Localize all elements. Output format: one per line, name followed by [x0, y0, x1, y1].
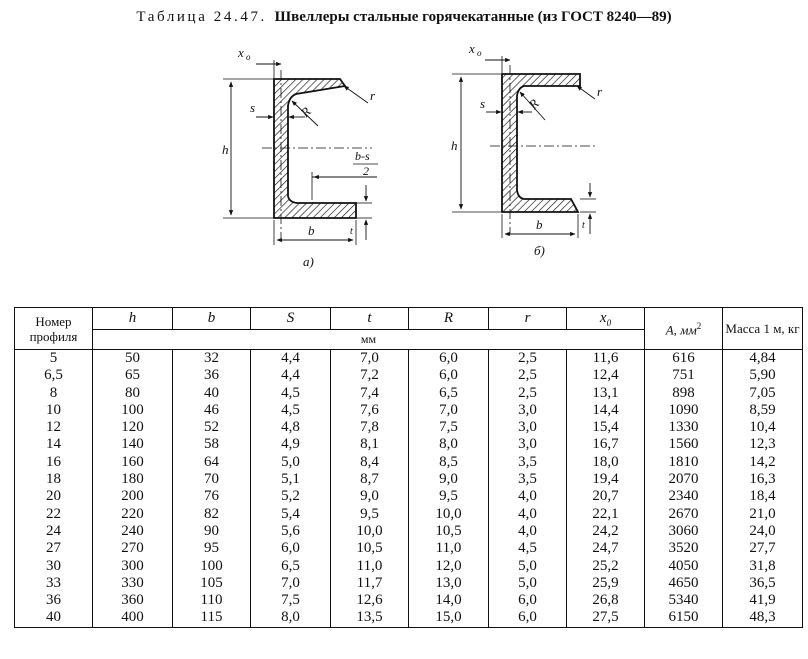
table-cell: 240: [93, 523, 173, 540]
table-cell: 3520: [645, 540, 723, 557]
table-cell: 12,6: [331, 592, 409, 609]
table-cell: 100: [93, 402, 173, 419]
label-x0-a: x: [238, 45, 244, 60]
table-cell: 95: [173, 540, 251, 557]
table-row: [15, 592, 803, 609]
table-cell: 7,8: [331, 419, 409, 436]
table-cell: 4,4: [251, 350, 331, 368]
table-cell: 6,0: [489, 609, 567, 627]
table-cell: 3,0: [489, 436, 567, 453]
table-cell: 8,59: [723, 402, 803, 419]
label-bs-bottom-a: 2: [363, 164, 369, 178]
table-cell: 220: [93, 506, 173, 523]
table-row: [15, 454, 803, 471]
table-cell: 7,0: [331, 350, 409, 368]
table-cell: 15,4: [567, 419, 645, 436]
table-cell: 3,5: [489, 471, 567, 488]
table-cell: 6,0: [489, 592, 567, 609]
table-cell: 10,5: [409, 523, 489, 540]
table-cell: 27: [15, 540, 93, 557]
table-cell: 2340: [645, 488, 723, 505]
table-cell: 5,0: [489, 558, 567, 575]
table-number: Таблица 24.47.: [136, 9, 267, 25]
table-cell: 3,5: [489, 454, 567, 471]
table-cell: 4050: [645, 558, 723, 575]
table-cell: 18,0: [567, 454, 645, 471]
table-cell: 2070: [645, 471, 723, 488]
table-row: [15, 575, 803, 592]
table-cell: 100: [173, 558, 251, 575]
table-cell: 8,0: [251, 609, 331, 627]
channel-profile-drawings: [0, 0, 808, 300]
table-cell: 30: [15, 558, 93, 575]
table-row: [15, 471, 803, 488]
table-cell: 751: [645, 367, 723, 384]
header-unit-mm: мм: [93, 330, 645, 350]
table-cell: 9,5: [409, 488, 489, 505]
label-r-b: r: [597, 84, 603, 99]
table-cell: 8,4: [331, 454, 409, 471]
table-cell: 20,7: [567, 488, 645, 505]
table-cell: 115: [173, 609, 251, 627]
table-cell: 80: [93, 385, 173, 402]
label-x0-sub-b: o: [477, 48, 482, 58]
table-cell: 300: [93, 558, 173, 575]
table-cell: 10,5: [331, 540, 409, 557]
table-cell: 180: [93, 471, 173, 488]
label-R-b: R: [525, 95, 542, 113]
table-cell: 14: [15, 436, 93, 453]
table-cell: 11,7: [331, 575, 409, 592]
table-cell: 7,6: [331, 402, 409, 419]
table-cell: 8: [15, 385, 93, 402]
label-t-a: t: [350, 226, 353, 237]
table-cell: 4,5: [251, 385, 331, 402]
table-cell: 16,7: [567, 436, 645, 453]
table-row: [15, 436, 803, 453]
table-cell: 5,4: [251, 506, 331, 523]
table-row: [15, 506, 803, 523]
table-cell: 4,9: [251, 436, 331, 453]
label-t-b: t: [582, 220, 585, 231]
table-cell: 330: [93, 575, 173, 592]
table-cell: 110: [173, 592, 251, 609]
table-cell: 10,4: [723, 419, 803, 436]
table-cell: 24,7: [567, 540, 645, 557]
table-cell: 12,4: [567, 367, 645, 384]
table-cell: 9,0: [331, 488, 409, 505]
table-cell: 4,0: [489, 523, 567, 540]
table-cell: 3,0: [489, 419, 567, 436]
channel-table: [14, 307, 803, 628]
table-cell: 48,3: [723, 609, 803, 627]
header-S: S: [251, 308, 331, 330]
table-cell: 10,0: [331, 523, 409, 540]
table-cell: 5,0: [251, 454, 331, 471]
table-cell: 27,7: [723, 540, 803, 557]
table-cell: 4,0: [489, 506, 567, 523]
table-row: [15, 609, 803, 627]
table-row: [15, 558, 803, 575]
channel-section-b: [502, 74, 580, 212]
table-cell: 10,0: [409, 506, 489, 523]
header-mass: Масса 1 м, кг: [723, 308, 803, 350]
table-cell: 4,84: [723, 350, 803, 368]
table-row: [15, 540, 803, 557]
table-cell: 10: [15, 402, 93, 419]
table-cell: 15,0: [409, 609, 489, 627]
table-cell: 21,0: [723, 506, 803, 523]
table-cell: 4,8: [251, 419, 331, 436]
table-cell: 8,1: [331, 436, 409, 453]
figure-a: [223, 60, 377, 245]
table-row: [15, 488, 803, 505]
table-cell: 13,5: [331, 609, 409, 627]
table-cell: 4,5: [489, 540, 567, 557]
label-R-a: R: [297, 103, 314, 121]
table-cell: 13,1: [567, 385, 645, 402]
table-caption: Швеллеры стальные горячекатанные (из ГОСТ 8240—89): [274, 9, 672, 25]
table-cell: 40: [15, 609, 93, 627]
label-h-b: h: [451, 138, 458, 153]
table-cell: 25,9: [567, 575, 645, 592]
table-cell: 16: [15, 454, 93, 471]
table-cell: 6150: [645, 609, 723, 627]
table-cell: 4650: [645, 575, 723, 592]
table-cell: 18,4: [723, 488, 803, 505]
label-b-b: b: [536, 217, 543, 232]
table-cell: 2,5: [489, 350, 567, 368]
header-b: b: [173, 308, 251, 330]
table-cell: 200: [93, 488, 173, 505]
table-cell: 3,0: [489, 402, 567, 419]
table-cell: 6,5: [409, 385, 489, 402]
table-cell: 20: [15, 488, 93, 505]
table-cell: 140: [93, 436, 173, 453]
table-cell: 360: [93, 592, 173, 609]
table-cell: 22,1: [567, 506, 645, 523]
table-cell: 6,5: [251, 558, 331, 575]
table-cell: 11,6: [567, 350, 645, 368]
label-h-a: h: [222, 142, 229, 157]
table-cell: 1330: [645, 419, 723, 436]
table-cell: 31,8: [723, 558, 803, 575]
table-cell: 82: [173, 506, 251, 523]
header-h: h: [93, 308, 173, 330]
table-cell: 1560: [645, 436, 723, 453]
table-cell: 7,0: [251, 575, 331, 592]
header-R: R: [409, 308, 489, 330]
header-profile: Номер профиля: [15, 308, 93, 350]
table-cell: 40: [173, 385, 251, 402]
table-cell: 24,0: [723, 523, 803, 540]
table-cell: 25,2: [567, 558, 645, 575]
label-x0-sub-a: o: [246, 52, 251, 62]
table-cell: 6,5: [15, 367, 93, 384]
channel-section-a: [274, 79, 356, 218]
table-cell: 7,05: [723, 385, 803, 402]
table-cell: 7,5: [409, 419, 489, 436]
header-t: t: [331, 308, 409, 330]
caption-b: б): [534, 243, 545, 258]
table-cell: 24: [15, 523, 93, 540]
table-cell: 616: [645, 350, 723, 368]
label-x0-b: x: [469, 41, 475, 56]
table-cell: 14,4: [567, 402, 645, 419]
label-s-b: s: [480, 96, 486, 111]
table-cell: 1090: [645, 402, 723, 419]
table-cell: 11,0: [409, 540, 489, 557]
header-area: A, $мм^2$: [645, 308, 723, 350]
table-cell: 898: [645, 385, 723, 402]
table-cell: 58: [173, 436, 251, 453]
table-cell: 6,0: [409, 367, 489, 384]
table-cell: 32: [173, 350, 251, 368]
table-cell: 5340: [645, 592, 723, 609]
header-r: r: [489, 308, 567, 330]
table-cell: 400: [93, 609, 173, 627]
table-cell: 14,0: [409, 592, 489, 609]
table-cell: 120: [93, 419, 173, 436]
table-row: [15, 419, 803, 436]
table-cell: 76: [173, 488, 251, 505]
table-cell: 2,5: [489, 367, 567, 384]
label-b-a: b: [308, 223, 315, 238]
table-cell: 9,0: [409, 471, 489, 488]
table-cell: 22: [15, 506, 93, 523]
table-row: [15, 402, 803, 419]
table-row: [15, 367, 803, 384]
table-cell: 5,6: [251, 523, 331, 540]
table-cell: 160: [93, 454, 173, 471]
table-cell: 2670: [645, 506, 723, 523]
table-cell: 5: [15, 350, 93, 368]
table-cell: 26,8: [567, 592, 645, 609]
table-cell: 6,0: [409, 350, 489, 368]
table-cell: 16,3: [723, 471, 803, 488]
table-cell: 12,3: [723, 436, 803, 453]
table-cell: 46: [173, 402, 251, 419]
table-cell: 19,4: [567, 471, 645, 488]
table-cell: 4,4: [251, 367, 331, 384]
header-x0: $x_0$: [567, 308, 645, 330]
table-cell: 1810: [645, 454, 723, 471]
table-cell: 33: [15, 575, 93, 592]
table-cell: 5,1: [251, 471, 331, 488]
table-cell: 7,0: [409, 402, 489, 419]
table-row: [15, 350, 803, 368]
label-r-a: r: [370, 88, 376, 103]
table-cell: 4,5: [251, 402, 331, 419]
label-s-a: s: [250, 100, 256, 115]
table-cell: 8,7: [331, 471, 409, 488]
table-cell: 24,2: [567, 523, 645, 540]
table-cell: 64: [173, 454, 251, 471]
table-cell: 3060: [645, 523, 723, 540]
table-cell: 11,0: [331, 558, 409, 575]
table-cell: 270: [93, 540, 173, 557]
table-cell: 18: [15, 471, 93, 488]
table-cell: 9,5: [331, 506, 409, 523]
table-cell: 36: [15, 592, 93, 609]
table-row: [15, 385, 803, 402]
table-cell: 50: [93, 350, 173, 368]
figure-b: [452, 56, 596, 238]
table-cell: 52: [173, 419, 251, 436]
table-cell: 90: [173, 523, 251, 540]
table-cell: 6,0: [251, 540, 331, 557]
table-cell: 8,5: [409, 454, 489, 471]
caption-a: а): [303, 254, 314, 269]
table-cell: 4,0: [489, 488, 567, 505]
table-cell: 70: [173, 471, 251, 488]
table-cell: 13,0: [409, 575, 489, 592]
table-cell: 5,2: [251, 488, 331, 505]
table-cell: 8,0: [409, 436, 489, 453]
label-bs-top-a: b-s: [355, 149, 370, 163]
table-cell: 27,5: [567, 609, 645, 627]
table-cell: 36: [173, 367, 251, 384]
table-cell: 41,9: [723, 592, 803, 609]
table-cell: 7,2: [331, 367, 409, 384]
table-cell: 5,0: [489, 575, 567, 592]
table-cell: 36,5: [723, 575, 803, 592]
table-cell: 2,5: [489, 385, 567, 402]
table-cell: 7,4: [331, 385, 409, 402]
table-cell: 105: [173, 575, 251, 592]
table-cell: 14,2: [723, 454, 803, 471]
table-cell: 12,0: [409, 558, 489, 575]
table-cell: 65: [93, 367, 173, 384]
table-cell: 12: [15, 419, 93, 436]
table-row: [15, 523, 803, 540]
table-cell: 7,5: [251, 592, 331, 609]
table-cell: 5,90: [723, 367, 803, 384]
